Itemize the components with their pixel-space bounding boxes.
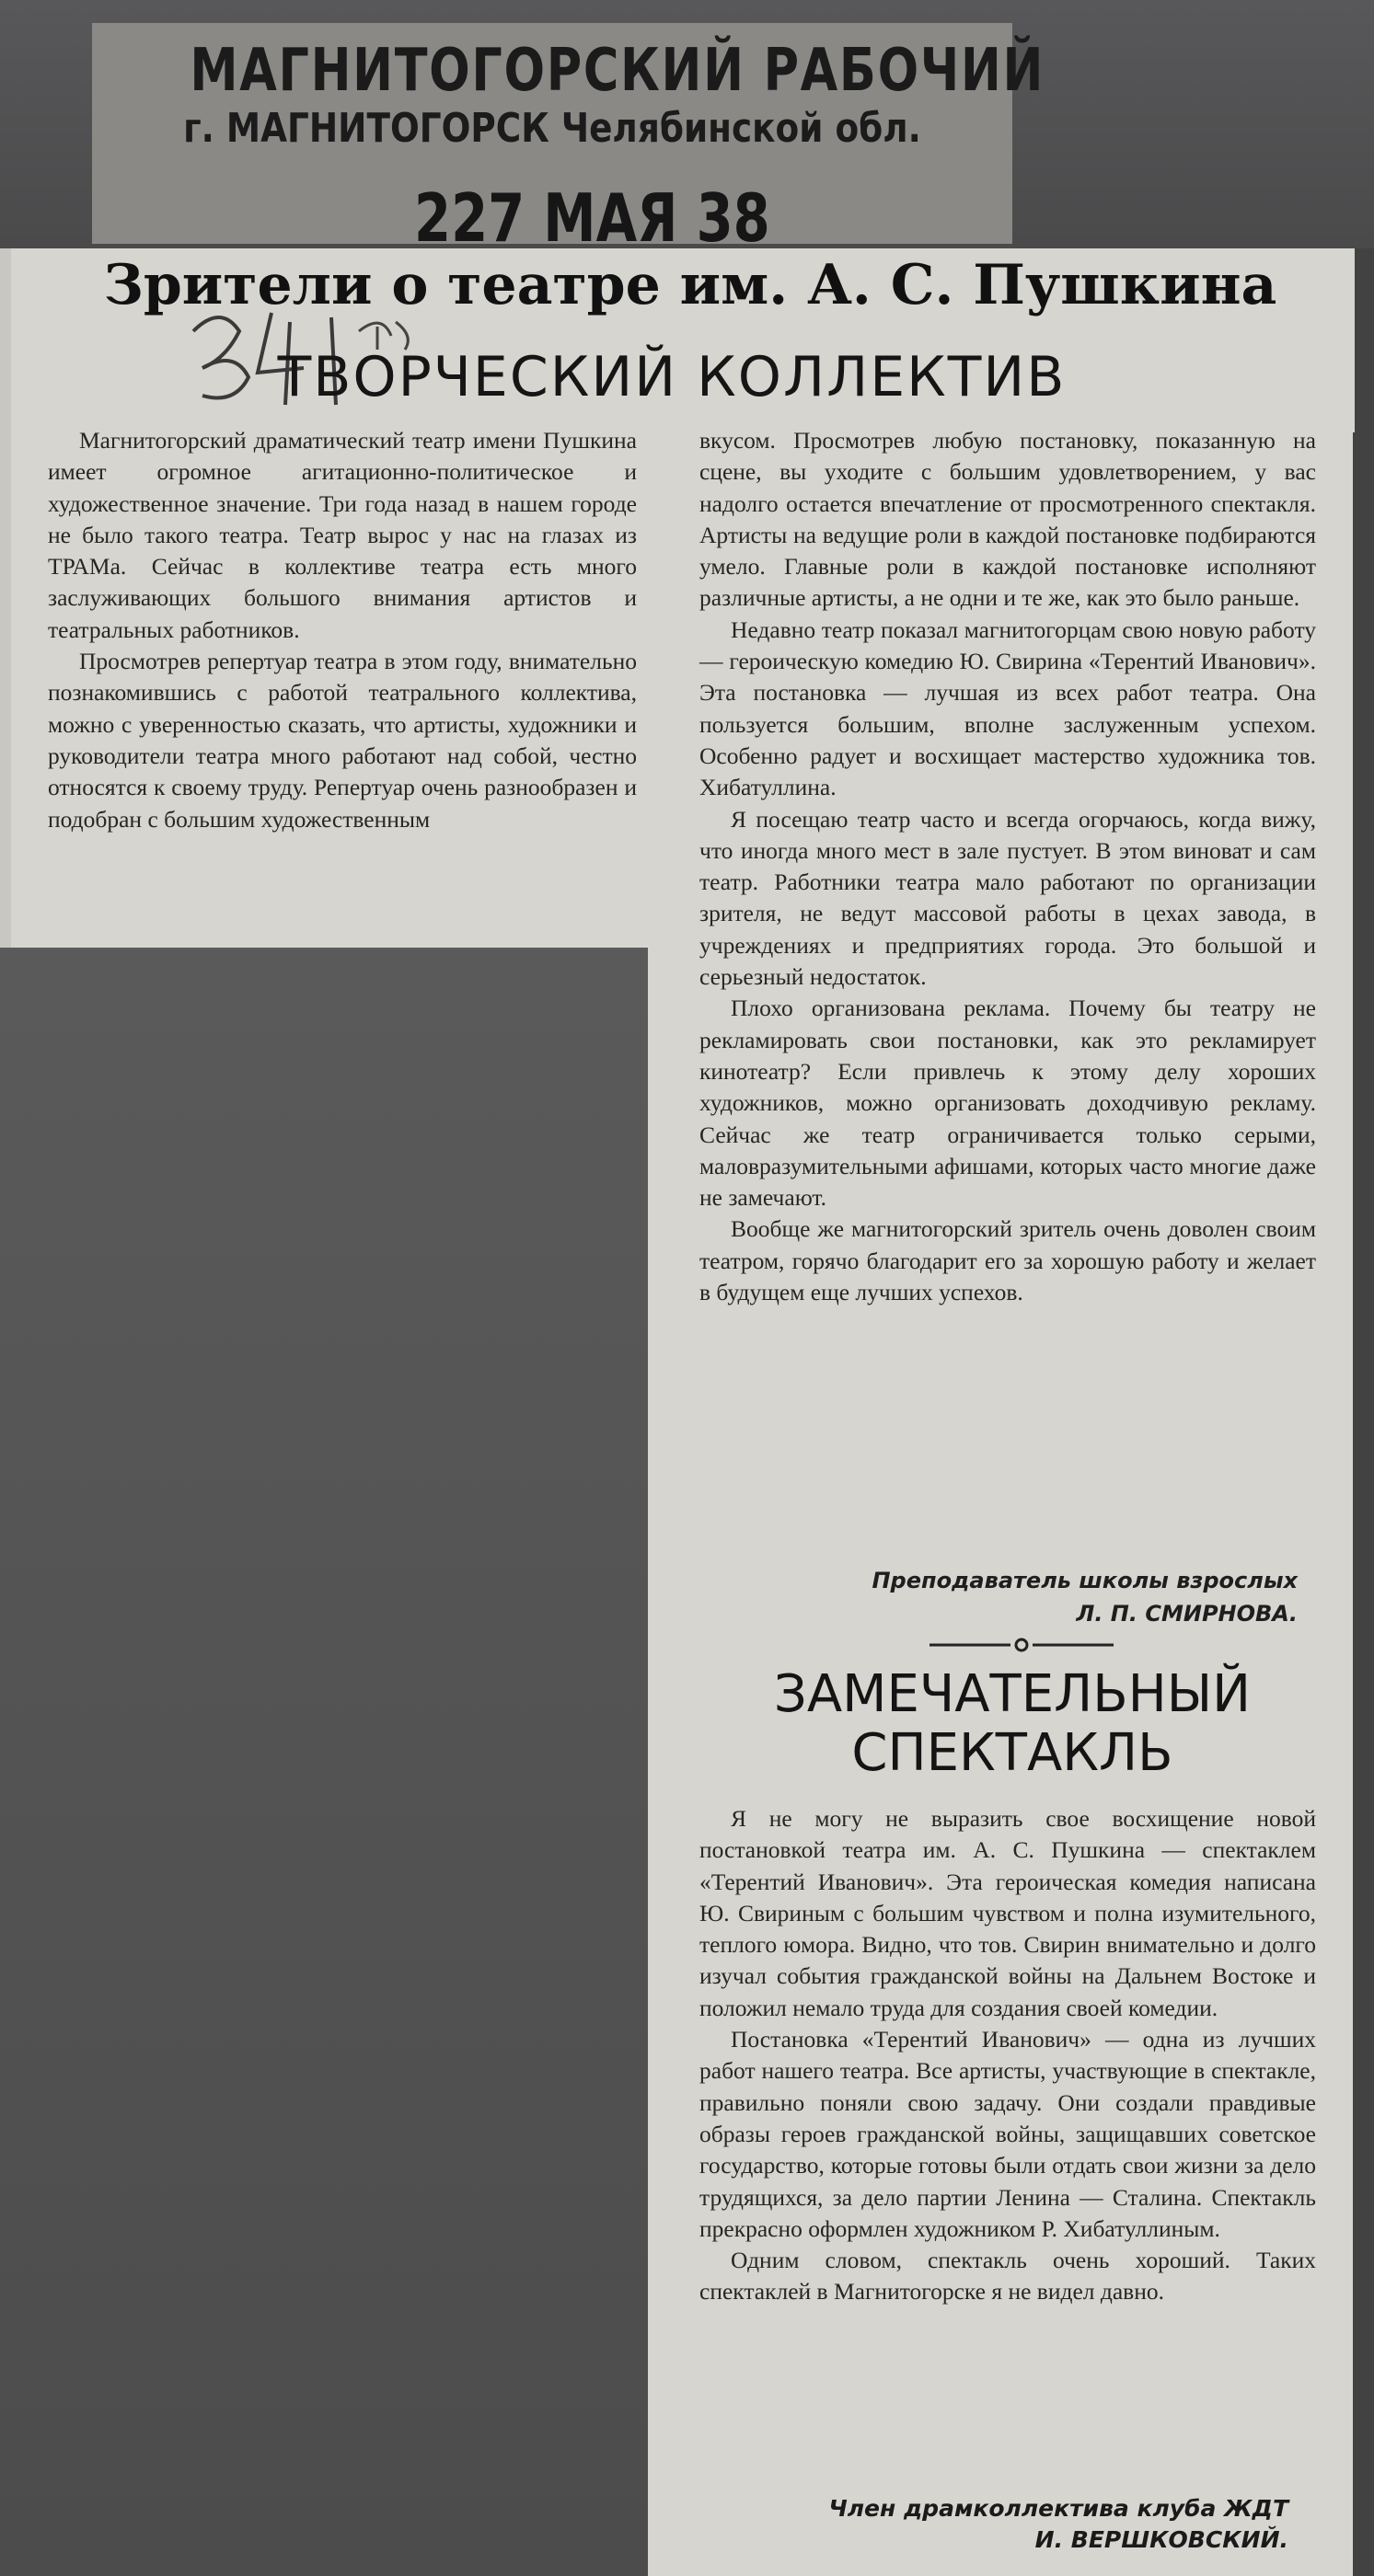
signature-name: И. ВЕРШКОВСКИЙ. xyxy=(1034,2526,1288,2553)
paragraph: Плохо организована реклама. Почему бы театру не рекламировать свои постановки, как это рекламирует кинотеатр? Если привлечь к этому делу хороших художников, можно организовать доходчивую рекламу. Сейчас же театр ограничивается только серыми, маловразумительными афишами, которых часто многие даже не замечают. xyxy=(699,995,1316,1212)
signature-role: Преподаватель школы взрослых xyxy=(872,1568,1298,1593)
article2-body xyxy=(699,1803,1316,2308)
article2-heading-line2: СПЕКТАКЛЬ xyxy=(851,1723,1173,1783)
article1-signature xyxy=(699,1564,1298,1630)
article1-column-left xyxy=(48,425,637,835)
article1-column-right xyxy=(699,425,1316,1308)
signature-name: Л. П. СМИРНОВА. xyxy=(1076,1601,1298,1627)
article1-heading: ТВОРЧЕСКИЙ КОЛЛЕКТИВ xyxy=(277,345,1067,409)
stamp-city: г. МАГНИТОГОРСК Челябинской обл. xyxy=(183,105,921,152)
paragraph: Магнитогорский драматический театр имени Пушкина имеет огромное агитационно-политическое и художественное значение. Три года назад в нашем городе не было такого театра. Театр вырос у нас на глазах из ТРАМа. Сейчас в коллективе театра есть много заслуживающих большого внимания артистов и театральных работников. xyxy=(48,427,637,643)
newspaper-stamp xyxy=(110,37,1045,152)
paragraph: Недавно театр показал магнитогорцам свою новую работу — героическую комедию Ю. Свирина «Терентий Иванович». Эта постановка — лучшая из всех работ театра. Она пользуется большим, вполне заслуженным успехом. Особенно радует и восхищает мастерство художника тов. Хибатуллина. xyxy=(699,615,1316,801)
paragraph: Постановка «Терентий Иванович» — одна из лучших работ нашего театра. Все артисты, участвующие в спектакле, правильно поняли свою задачу. Они создали правдивые образы героев гражданской войны, защищавших советское государство, которые готовы были отдать свои жизни за дело трудящихся, за дело партии Ленина — Сталина. Спектакль прекрасно оформлен художником Р. Хибатуллиным. xyxy=(699,2026,1316,2242)
signature-role: Член драмколлектива клуба ЖДТ xyxy=(828,2495,1288,2522)
article2-heading xyxy=(699,1665,1325,1783)
paragraph: Я посещаю театр часто и всегда огорчаюсь, когда вижу, что иногда много мест в зале пустует. В этом виноват и сам театр. Работники театра мало работают по организации зрителя, не ведут массовой работы в цехах завода, в учреждениях и предприятиях города. Это большой и серьезный недостаток. xyxy=(699,805,1316,991)
article2-heading-line1: ЗАМЕЧАТЕЛЬНЫЙ xyxy=(773,1664,1252,1724)
stamp-newspaper-name: МАГНИТОГОРСКИЙ РАБОЧИЙ xyxy=(190,37,1045,105)
article2-signature xyxy=(699,2493,1288,2556)
paragraph: Одним словом, спектакль очень хороший. Таких спектаклей в Магнитогорске я не видел давно. xyxy=(699,2247,1316,2306)
paragraph: вкусом. Просмотрев любую постановку, показанную на сцене, вы уходите с большим удовлетворением, у вас надолго остается впечатление от просмотренного спектакля. Артисты на ведущие роли в каждой постановке подбираются умело. Главные роли в каждой постановке исполняют различные артисты, а не одни и те же, как это было раньше. xyxy=(699,427,1316,612)
paragraph: Просмотрев репертуар театра в этом году, внимательно познакомившись с работой театрального коллектива, можно с уверенностью сказать, что артисты, художники и руководители театра много работают над собой, честно относятся к своему труду. Репертуар очень разнообразен и подобран с большим художественным xyxy=(48,648,637,833)
page-title: Зрители о театре им. А. С. Пушкина xyxy=(103,253,1277,317)
paragraph: Вообще же магнитогорский зритель очень доволен своим театром, горячо благодарит его за хорошую работу и желает в будущем еще лучших успехов. xyxy=(699,1215,1316,1306)
section-divider xyxy=(929,1638,1114,1652)
backing-board-right-edge xyxy=(1353,248,1374,2576)
stamp-date: 227 МАЯ 38 xyxy=(414,179,770,257)
backing-board-bottom-left xyxy=(0,948,649,2576)
paragraph: Я не могу не выразить свое восхищение новой постановкой театра им. А. С. Пушкина — спектаклем «Терентий Иванович». Эта героическая комедия написана Ю. Свириным с большим чувством и полна изумительного, теплого юмора. Видно, что тов. Свирин внимательно и долго изучал события гражданской войны на Дальнем Востоке и положил немало труда для создания своей комедии. xyxy=(699,1805,1316,2021)
